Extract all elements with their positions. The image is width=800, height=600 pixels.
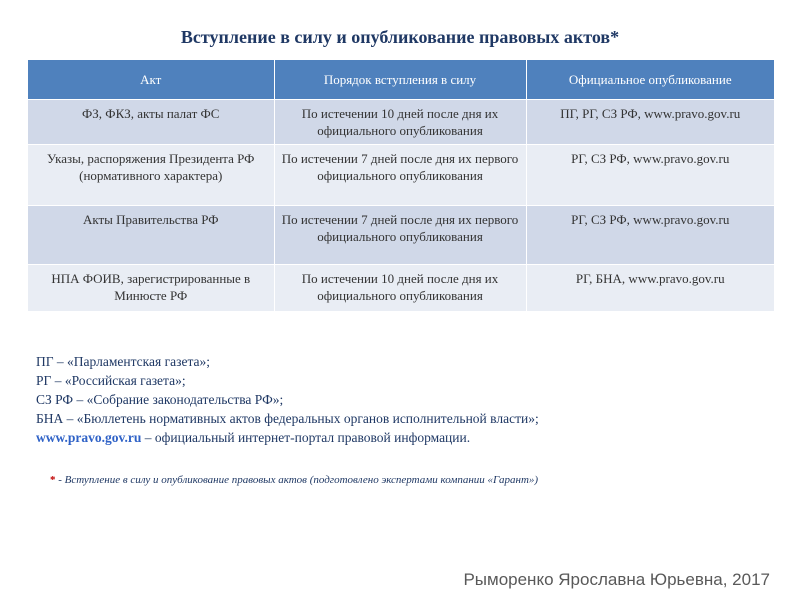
- cell-entry-into-force: По истечении 7 дней после дня их первого официального опубликования: [274, 206, 526, 265]
- abbreviations-list: [36, 352, 539, 447]
- cell-act: ФЗ, ФКЗ, акты палат ФС: [28, 100, 274, 145]
- portal-link[interactable]: www.pravo.gov.ru: [36, 430, 142, 445]
- column-header-publication: Официальное опубликование: [526, 60, 774, 100]
- table-row: [28, 206, 774, 265]
- cell-act: Акты Правительства РФ: [28, 206, 274, 265]
- cell-publication: РГ, БНА, www.pravo.gov.ru: [526, 265, 774, 312]
- cell-publication: ПГ, РГ, СЗ РФ, www.pravo.gov.ru: [526, 100, 774, 145]
- portal-description: – официальный интернет-портал правовой информации.: [141, 430, 471, 445]
- cell-act: Указы, распоряжения Президента РФ (нормативного характера): [28, 145, 274, 206]
- table-row: [28, 100, 774, 145]
- abbreviation-sz: СЗ РФ – «Собрание законодательства РФ»;: [36, 392, 284, 407]
- abbreviation-pg: ПГ – «Парламентская газета»;: [36, 354, 211, 369]
- slide-title: Вступление в силу и опубликование правовых актов*: [180, 27, 620, 47]
- column-header-entry-into-force: Порядок вступления в силу: [274, 60, 526, 100]
- abbreviation-bna: БНА – «Бюллетень нормативных актов федеральных органов исполнительной власти»;: [36, 411, 539, 426]
- cell-entry-into-force: По истечении 7 дней после дня их первого официального опубликования: [274, 145, 526, 206]
- author-credit: Рыморенко Ярославна Юрьевна, 2017: [463, 570, 770, 589]
- footnote: [50, 474, 538, 486]
- cell-publication: РГ, СЗ РФ, www.pravo.gov.ru: [526, 206, 774, 265]
- legal-acts-table: [28, 60, 774, 311]
- cell-entry-into-force: По истечении 10 дней после дня их официального опубликования: [274, 265, 526, 312]
- column-header-act: Акт: [28, 60, 274, 100]
- footnote-star: *: [50, 474, 56, 486]
- table-header-row: [28, 60, 774, 100]
- cell-entry-into-force: По истечении 10 дней после дня их официального опубликования: [274, 100, 526, 145]
- abbreviation-portal: [36, 428, 539, 447]
- cell-act: НПА ФОИВ, зарегистрированные в Минюсте РФ: [28, 265, 274, 312]
- table-row: [28, 145, 774, 206]
- cell-publication: РГ, СЗ РФ, www.pravo.gov.ru: [526, 145, 774, 206]
- abbreviation-rg: РГ – «Российская газета»;: [36, 373, 186, 388]
- footnote-text: - Вступление в силу и опубликование правовых актов (подготовлено экспертами компании «Гарант»): [55, 474, 539, 486]
- table-row: [28, 265, 774, 312]
